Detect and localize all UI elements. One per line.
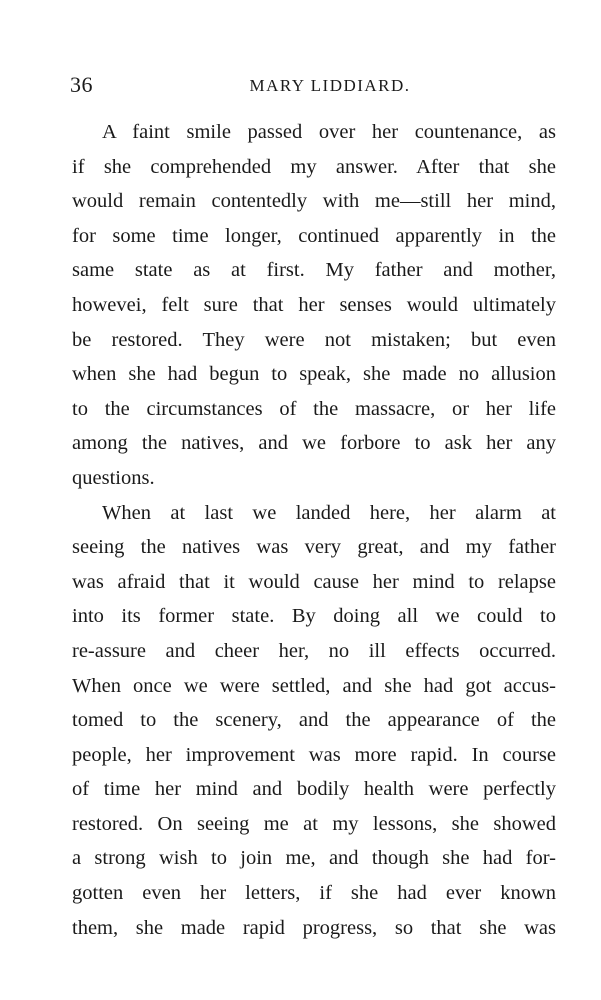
text-line: A faint smile passed over her countenance, as [102, 121, 556, 143]
text-line: seeing the natives was very great, and my father [72, 536, 556, 559]
text-line: was afraid that it would cause her mind to relapse [72, 570, 556, 593]
text-line: When at last we landed here, her alarm at [102, 501, 556, 524]
page-header [70, 72, 560, 102]
text-line: of time her mind and bodily health were perfectly [72, 778, 556, 801]
text-line: re-assure and cheer her, no ill effects occurred. [72, 639, 556, 662]
text-line: tomed to the scenery, and the appearance of the [72, 709, 556, 732]
text-line: gotten even her letters, if she had ever known [72, 882, 556, 905]
text-line: to the circumstances of the massacre, or her life [72, 397, 556, 420]
text-line: among the natives, and we forbore to ask her any [72, 432, 556, 455]
running-title: MARY LIDDIARD. [249, 76, 411, 95]
text-line: When once we were settled, and she had got accus- [72, 674, 556, 697]
text-line: same state as at first. My father and mother, [72, 259, 556, 282]
text-line: questions. [72, 466, 155, 489]
text-line: for some time longer, continued apparently in the [72, 224, 556, 247]
text-line: be restored. They were not mistaken; but even [72, 328, 556, 351]
page-number: 36 [70, 72, 93, 97]
text-line: if she comprehended my answer. After that she [72, 155, 556, 178]
text-line: when she had begun to speak, she made no allusion [72, 363, 556, 386]
text-line: restored. On seeing me at my lessons, she showed [72, 812, 556, 835]
text-line: a strong wish to join me, and though she had for- [72, 847, 556, 870]
text-line: into its former state. By doing all we could to [72, 605, 556, 628]
text-line: them, she made rapid progress, so that she was [72, 916, 556, 939]
body-text [72, 115, 556, 945]
text-line: howevei, felt sure that her senses would ultimately [72, 293, 556, 316]
text-line: people, her improvement was more rapid. In course [72, 743, 556, 766]
text-line: would remain contentedly with me—still her mind, [72, 190, 556, 213]
